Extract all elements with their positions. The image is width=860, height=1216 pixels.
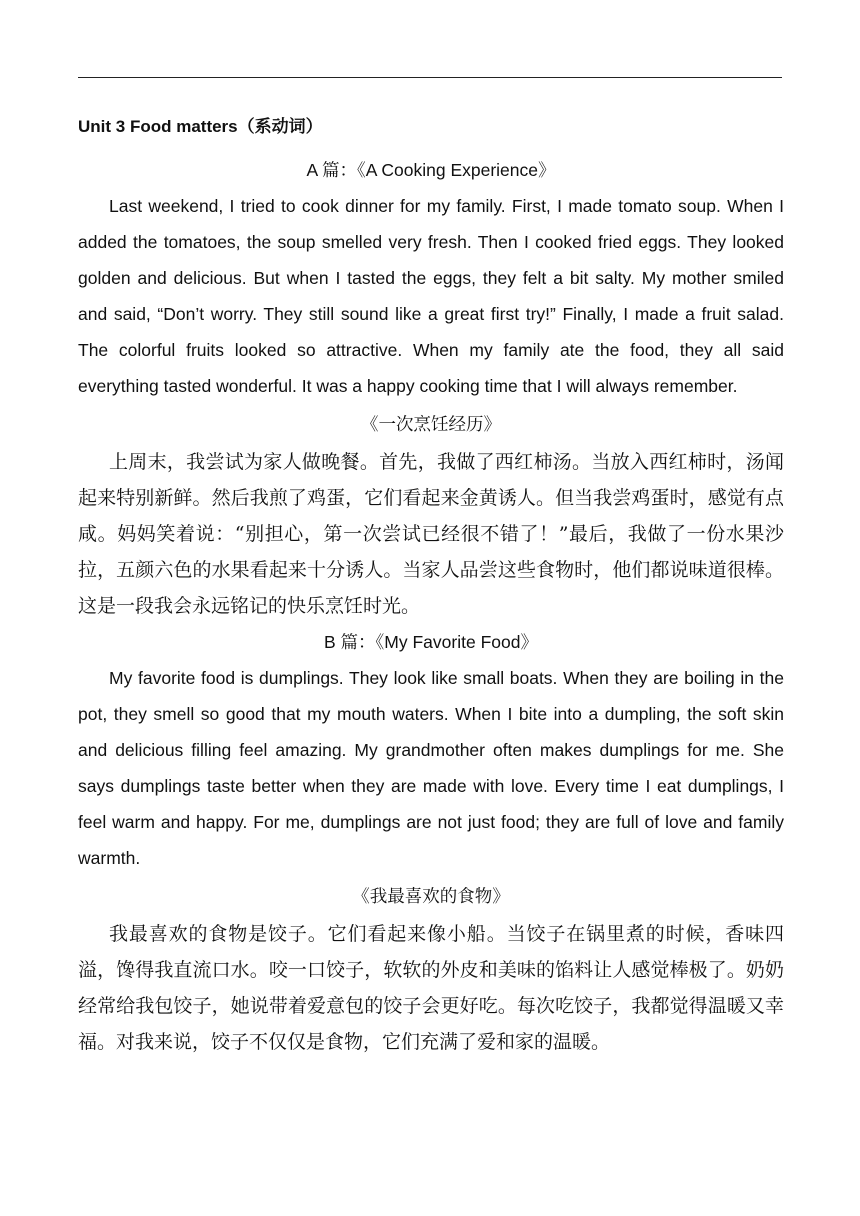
- section-b-chinese-text: 我最喜欢的食物是饺子。它们看起来像小船。当饺子在锅里煮的时候，香味四溢，馋得我直流口水。咬一口饺子，软软的外皮和美味的馅料让人感觉棒极了。奶奶经常给我包饺子，她说带着爱意包的饺子会更好吃。每次吃饺子，我都觉得温暖又幸福。对我来说，饺子不仅仅是食物，它们充满了爱和家的温暖。: [78, 923, 784, 1053]
- header-rule: [78, 77, 782, 78]
- section-a-chinese-heading: 《一次烹饪经历》: [361, 415, 501, 435]
- section-a-heading: A 篇：《A Cooking Experience》: [306, 160, 556, 180]
- section-b-english-text: My favorite food is dumplings. They look like small boats. When they are boiling in the pot, they smell so good that my mouth waters. When I bite into a dumpling, the soft skin and delicious filling feel amazing. My grandmother often makes dumplings for me. She says dumplings taste better when they are made with love. Every time I eat dumplings, I feel warm and happy. For me, dumplings are not just food; they are full of love and family warmth.: [78, 668, 784, 868]
- document-body: [78, 112, 784, 1064]
- section-a-chinese-text: 上周末，我尝试为家人做晚餐。首先，我做了西红柿汤。当放入西红柿时，汤闻起来特别新鲜。然后我煎了鸡蛋，它们看起来金黄诱人。但当我尝鸡蛋时，感觉有点咸。妈妈笑着说：“别担心，第一次尝试已经很不错了！”最后，我做了一份水果沙拉，五颜六色的水果看起来十分诱人。当家人品尝这些食物时，他们都说味道很棒。这是一段我会永远铭记的快乐烹饪时光。: [78, 451, 784, 617]
- section-b-chinese-heading: 《我最喜欢的食物》: [352, 887, 510, 907]
- section-a-english-text: Last weekend, I tried to cook dinner for my family. First, I made tomato soup. When I added the tomatoes, the soup smelled very fresh. Then I cooked fried eggs. They looked golden and delicious. But when I tasted the eggs, they felt a bit salty. My mother smiled and said, “Don’t worry. They still sound like a great first try!” Finally, I made a fruit salad. The colorful fruits looked so attractive. When my family ate the food, they all said everything tasted wonderful. It was a happy cooking time that I will always remember.: [78, 196, 784, 396]
- unit-title: Unit 3 Food matters（系动词）: [78, 117, 323, 136]
- section-b-heading: B 篇：《My Favorite Food》: [324, 632, 538, 652]
